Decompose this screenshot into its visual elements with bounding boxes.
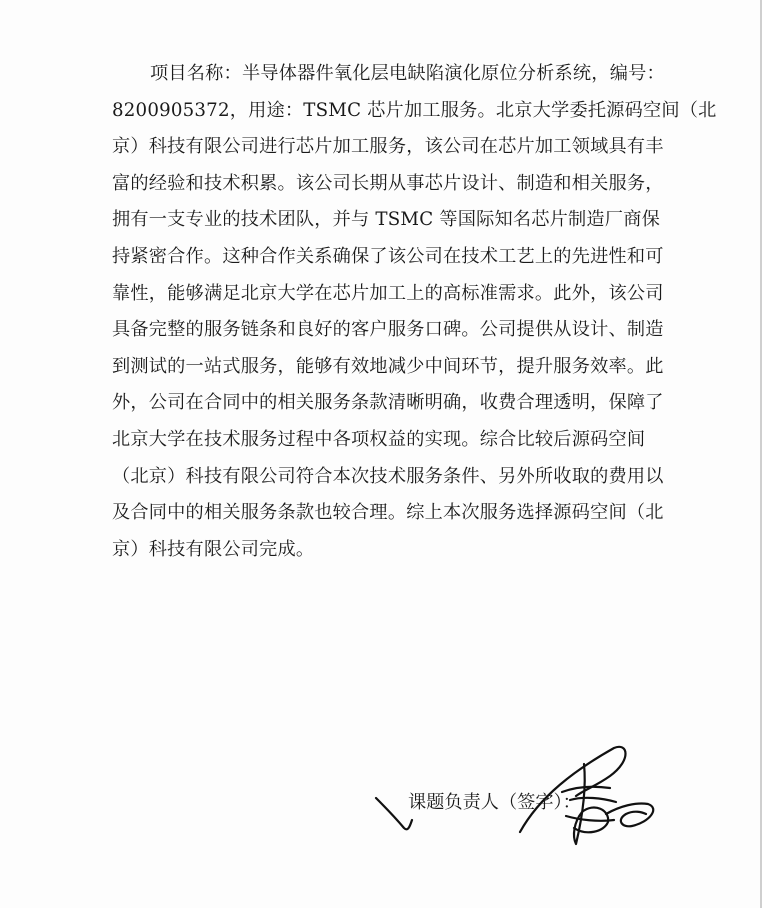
paragraph-line: 项目名称：半导体器件氧化层电缺陷演化原位分析系统，编号： [150, 63, 665, 84]
paragraph-line: 持紧密合作。这种合作关系确保了该公司在技术工艺上的先进性和可 [112, 245, 664, 267]
paragraph-line: 北京大学在技术服务过程中各项权益的实现。综合比较后源码空间 [112, 428, 646, 450]
paragraph-line: 具备完整的服务链条和良好的客户服务口碑。公司提供从设计、制造 [112, 319, 664, 341]
paragraph-line: （北京）科技有限公司符合本次技术服务条件、另外所收取的费用以 [112, 465, 664, 487]
paragraph-line: 外，公司在合同中的相关服务条款清晰明确，收费合理透明，保障了 [112, 392, 664, 414]
paragraph-line: 到测试的一站式服务，能够有效地减少中间环节，提升服务效率。此 [112, 355, 664, 377]
paragraph-line: 拥有一支专业的技术团队，并与 TSMC 等国际知名芯片制造厂商保 [112, 209, 660, 231]
paragraph-line: 及合同中的相关服务条款也较合理。综上本次服务选择源码空间（北 [112, 502, 664, 524]
paragraph-line: 富的经验和技术积累。该公司长期从事芯片设计、制造和相关服务， [112, 172, 664, 194]
paragraph-line: 京）科技有限公司完成。 [112, 538, 315, 560]
paragraph-line: 靠性，能够满足北京大学在芯片加工上的高标准需求。此外，该公司 [112, 282, 664, 304]
paragraph-line: 京）科技有限公司进行芯片加工服务，该公司在芯片加工领域具有丰 [112, 136, 664, 158]
paragraph-line: 8200905372，用途：TSMC 芯片加工服务。北京大学委托源码空间（北 [112, 99, 717, 121]
signature-label: 课题负责人（签字）： [408, 792, 581, 813]
body-paragraph [112, 56, 717, 568]
handwritten-signature [370, 740, 670, 850]
